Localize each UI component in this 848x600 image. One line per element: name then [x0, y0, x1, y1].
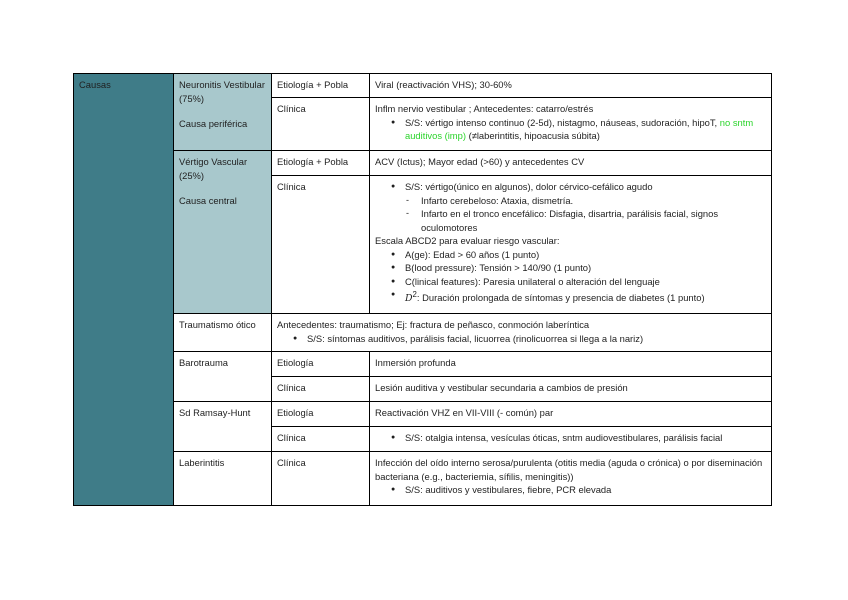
barotrauma-etio-text: Inmersión profunda [370, 352, 772, 377]
barotrauma-clin-label: Clínica [272, 377, 370, 402]
neuronitis-bullet [405, 116, 766, 143]
trauma-bullets [277, 332, 766, 346]
barotrauma-clin-text: Lesión auditiva y vestibular secundaria a cambios de presión [370, 377, 772, 402]
neuronitis-bullet-text: S/S: vértigo intenso continuo (2-5d), nistagmo, náuseas, sudoración, hipoT, [405, 116, 718, 128]
abcd2-d-sup: 2 [412, 290, 417, 299]
ramsay-name: Sd Ramsay-Hunt [174, 402, 272, 452]
ramsay-bullet: ● S/S: otalgia intensa, vesículas óticas, sntm audiovestibulares, parálisis facial [405, 431, 766, 445]
laberintitis-clin-text [370, 452, 772, 506]
neuronitis-bullet-rest: (≠laberintitis, hipoacusia súbita) [465, 130, 600, 141]
ramsay-clin-text [370, 427, 772, 452]
abcd2-d-text: : Duración prolongada de síntomas y presencia de diabetes (1 punto) [416, 292, 705, 304]
vascular-bullet: ● S/S: vértigo(único en algunos), dolor cérvico-cefálico agudo [405, 180, 766, 194]
trauma-text [272, 314, 772, 352]
abcd2-d [405, 288, 766, 306]
trauma-bullet: ● S/S: síntomas auditivos, parálisis facial, licuorrea (rinolicuorrea si llega a la nariz) [307, 332, 766, 346]
neuronitis-clin-text [370, 98, 772, 151]
barotrauma-name: Barotrauma [174, 352, 272, 402]
abcd2-list [375, 248, 766, 306]
barotrauma-etio-label: Etiología [272, 352, 370, 377]
neuronitis-type: Causa periférica [179, 118, 248, 129]
abcd2-d-symbol: D [405, 293, 413, 305]
vascular-cell [174, 151, 272, 314]
vascular-etio-text: ACV (Ictus); Mayor edad (>60) y antecedentes CV [370, 151, 772, 176]
vascular-sub-1: - Infarto cerebeloso: Ataxia, dismetría. [421, 194, 766, 208]
vascular-clin-label: Clínica [272, 176, 370, 314]
laberintitis-bullet: ● S/S: auditivos y vestibulares, fiebre, PCR elevada [405, 483, 766, 497]
ramsay-clin-label: Clínica [272, 427, 370, 452]
causes-table [73, 73, 772, 506]
vascular-sub-list [375, 194, 766, 235]
neuronitis-bullets [375, 116, 766, 143]
ramsay-etio-text: Reactivación VHZ en VII-VIII (- común) par [370, 402, 772, 427]
neuronitis-etio-label: Etiología + Pobla [272, 74, 370, 98]
trauma-line: Antecedentes: traumatismo; Ej: fractura de peñasco, conmoción laberíntica [277, 319, 590, 330]
vascular-clin-text [370, 176, 772, 314]
trauma-name: Traumatismo ótico [174, 314, 272, 352]
neuronitis-clin-label: Clínica [272, 98, 370, 151]
vascular-etio-label: Etiología + Pobla [272, 151, 370, 176]
neuronitis-clin-line: Inflm nervio vestibular ; Antecedentes: catarro/estrés [375, 103, 594, 114]
ramsay-etio-label: Etiología [272, 402, 370, 427]
vascular-type: Causa central [179, 195, 237, 206]
ramsay-bullets [375, 431, 766, 445]
vascular-bullets [375, 180, 766, 194]
laberintitis-clin-label: Clínica [272, 452, 370, 506]
abcd2-intro: Escala ABCD2 para evaluar riesgo vascular: [375, 235, 560, 246]
neuronitis-name: Neuronitis Vestibular (75%) [179, 79, 265, 104]
vascular-name: Vértigo Vascular (25%) [179, 156, 248, 181]
neuronitis-highlight: no sntm auditivos (imp) [405, 116, 754, 141]
laberintitis-name: Laberintitis [174, 452, 272, 506]
causes-cell: Causas [74, 74, 174, 506]
abcd2-b: ● B(lood pressure): Tensión > 140/90 (1 punto) [405, 261, 766, 275]
laberintitis-bullets [375, 483, 766, 497]
neuronitis-etio-text: Viral (reactivación VHS); 30-60% [370, 74, 772, 98]
abcd2-a: ● A(ge): Edad > 60 años (1 punto) [405, 248, 766, 262]
laberintitis-text: Infección del oído interno serosa/purulenta (otitis media (aguda o crónica) o por diseminación bacteriana (e.g., bacteriemia, sífilis, meningitis)) [375, 457, 763, 482]
vascular-sub-2: - Infarto en el tronco encefálico: Disfagia, disartria, parálisis facial, signos oculomotores [421, 207, 766, 234]
neuronitis-cell [174, 74, 272, 151]
abcd2-c: ● C(linical features): Paresia unilateral o alteración del lenguaje [405, 275, 766, 289]
